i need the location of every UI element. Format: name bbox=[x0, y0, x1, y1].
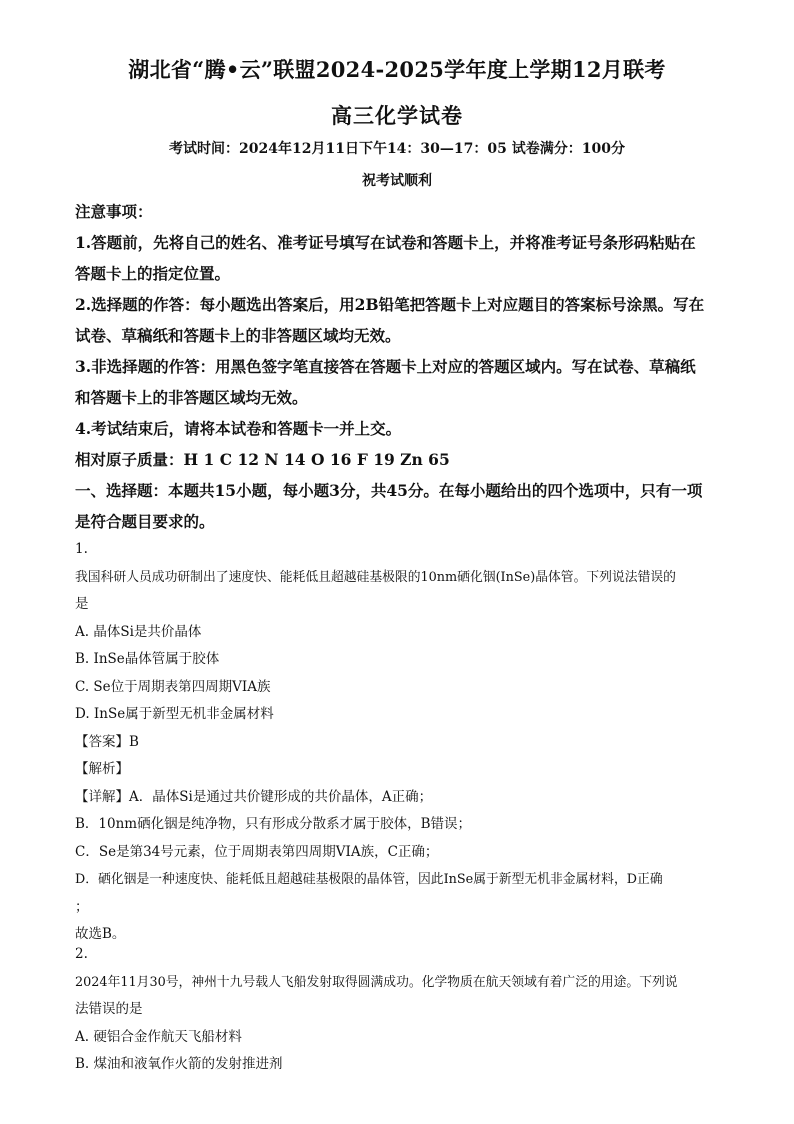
question-2 bbox=[75, 941, 725, 1079]
q1-detail-a: 【详解】A．晶体Si是通过共价键形成的共价晶体，A正确； bbox=[75, 788, 433, 805]
q2-option-a: A. 硬铝合金作航天飞船材料 bbox=[75, 1028, 242, 1045]
q2-number: 2. bbox=[75, 946, 88, 962]
q1-conclusion: 故选B。 bbox=[75, 926, 126, 942]
q1-option-b: B. InSe晶体管属于胶体 bbox=[75, 651, 220, 667]
exam-subtitle: 高三化学试卷 bbox=[331, 103, 463, 128]
notice-item-2b: 试卷、草稿纸和答题卡上的非答题区域均无效。 bbox=[75, 326, 401, 345]
q1-detail-b: B．10nm硒化铟是纯净物，只有形成分散系才属于胶体，B错误； bbox=[75, 816, 472, 832]
q2-stem-line2: 法错误的是 bbox=[75, 1001, 143, 1017]
q1-detail-d: D．硒化铟是一种速度快、能耗低且超越硅基极限的晶体管，因此InSe属于新型无机非金属材料，D正确 bbox=[75, 872, 663, 887]
notice-item-3a: 3.非选择题的作答：用黑色签字笔直接答在答题卡上对应的答题区域内。写在试卷、草稿纸 bbox=[75, 357, 696, 376]
q1-option-d: D. InSe属于新型无机非金属材料 bbox=[75, 706, 274, 722]
q1-stem-line2: 是 bbox=[75, 596, 89, 612]
q1-number: 1. bbox=[75, 541, 88, 557]
q1-analysis-label: 【解析】 bbox=[75, 761, 129, 777]
q1-detail-c: C．Se是第34号元素，位于周期表第四周期VIA族，C正确； bbox=[75, 843, 439, 860]
section-heading-1: 一、选择题：本题共15小题，每小题3分，共45分。在每小题给出的四个选项中，只有一项 bbox=[75, 481, 703, 500]
notice-heading: 注意事项： bbox=[75, 202, 153, 221]
section-heading-2: 是符合题目要求的。 bbox=[75, 512, 215, 531]
notice-section bbox=[75, 196, 725, 537]
exam-wish: 祝考试顺利 bbox=[362, 173, 432, 189]
notice-item-4: 4.考试结束后，请将本试卷和答题卡一并上交。 bbox=[75, 419, 402, 438]
notice-item-2a: 2.选择题的作答：每小题选出答案后，用2B铅笔把答题卡上对应题目的答案标号涂黑。写在 bbox=[75, 295, 705, 314]
q1-option-a: A. 晶体Si是共价晶体 bbox=[75, 623, 202, 640]
q2-option-b: B. 煤油和液氧作火箭的发射推进剂 bbox=[75, 1056, 283, 1072]
question-1 bbox=[75, 536, 725, 949]
q1-stem-line1: 我国科研人员成功研制出了速度快、能耗低且超越硅基极限的10nm硒化铟(InSe)晶体管。下列说法错误的 bbox=[75, 569, 676, 585]
q1-answer: 【答案】B bbox=[75, 733, 139, 750]
q2-stem-line1: 2024年11月30号，神州十九号载人飞船发射取得圆满成功。化学物质在航天领域有着广泛的用途。下列说 bbox=[75, 974, 678, 990]
notice-item-3b: 和答题卡上的非答题区域均无效。 bbox=[75, 388, 308, 407]
q1-detail-d-cont: ； bbox=[75, 898, 89, 915]
q1-option-c: C. Se位于周期表第四周期VIA族 bbox=[75, 678, 271, 695]
exam-title: 湖北省“腾•云”联盟2024-2025学年度上学期12月联考 bbox=[128, 57, 666, 82]
notice-item-1a: 1.答题前，先将自己的姓名、准考证号填写在试卷和答题卡上，并将准考证号条形码粘贴在 bbox=[75, 233, 696, 252]
exam-info: 考试时间：2024年12月11日下午14：30—17：05 试卷满分：100分 bbox=[169, 141, 625, 157]
atomic-mass: 相对原子质量：H 1 C 12 N 14 O 16 F 19 Zn 65 bbox=[75, 450, 450, 469]
notice-item-1b: 答题卡上的指定位置。 bbox=[75, 264, 231, 283]
